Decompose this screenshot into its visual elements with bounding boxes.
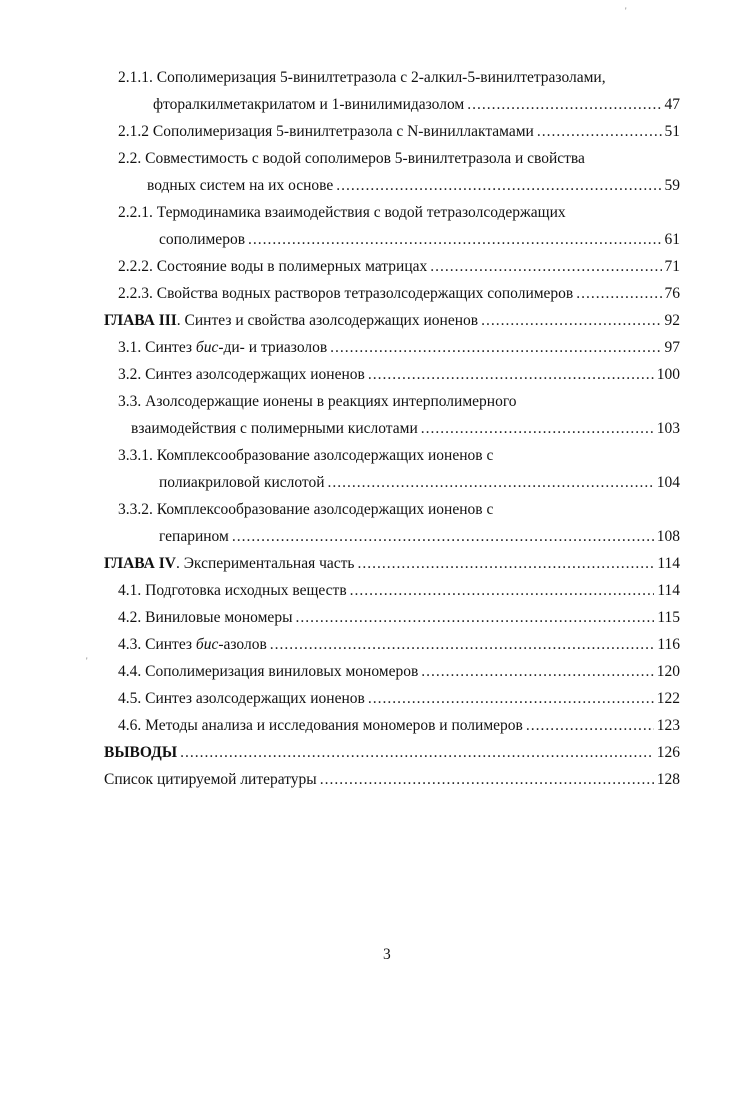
- toc-entry-text: 4.4. Сополимеризация виниловых мономеров: [118, 663, 419, 680]
- toc-entry-4-5: [118, 689, 680, 709]
- chapter-label: ГЛАВА IV: [104, 555, 176, 572]
- dot-leader: [421, 419, 654, 439]
- toc-entry-text: 2.2.2. Состояние воды в полимерных матрицах: [118, 258, 428, 275]
- toc-entry-text: Список цитируемой литературы: [104, 771, 317, 788]
- toc-entry-2-2-1-cont: [159, 230, 680, 250]
- toc-page-number: 71: [664, 258, 680, 275]
- chapter-label: ГЛАВА III: [104, 312, 177, 329]
- toc-entry-text: 4.2. Виниловые мономеры: [118, 609, 293, 626]
- toc-page-number: 126: [656, 744, 680, 761]
- toc-text-part: 4.3. Синтез: [118, 636, 196, 653]
- toc-entry-3-3: 3.3. Азолсодержащие ионены в реакциях интерполимерного: [118, 393, 517, 410]
- toc-entry-2-2-3: [118, 284, 680, 304]
- toc-entry-text: сополимеров: [159, 231, 246, 248]
- toc-entry-4-6: [118, 716, 680, 736]
- scan-mark: ': [86, 656, 88, 666]
- toc-page-number: 59: [664, 177, 680, 194]
- dot-leader: [336, 176, 661, 196]
- toc-text-part: -ди- и триазолов: [218, 339, 328, 356]
- dot-leader: [350, 581, 655, 601]
- toc-entry-4-1: [118, 581, 680, 601]
- toc-chapter-3: [104, 311, 680, 331]
- toc-entry-text: 4.1. Подготовка исходных веществ: [118, 582, 347, 599]
- toc-entry-2-1-2: [118, 122, 680, 142]
- dot-leader: [328, 473, 654, 493]
- toc-entry-text: . Экспериментальная часть: [175, 555, 355, 572]
- dot-leader: [467, 95, 661, 115]
- toc-entry-text: гепарином: [159, 528, 229, 545]
- toc-page-number: 76: [664, 285, 680, 302]
- toc-page-number: 120: [656, 663, 680, 680]
- toc-page-number: 103: [656, 420, 680, 437]
- toc-references: [104, 770, 680, 790]
- toc-page-number: 123: [656, 717, 680, 734]
- dot-leader: [330, 338, 661, 358]
- dot-leader: [526, 716, 654, 736]
- toc-page-number: 104: [656, 474, 680, 491]
- toc-entry-3-3-2-cont: [159, 527, 680, 547]
- toc-text-italic: бис: [195, 339, 219, 356]
- dot-leader: [180, 743, 654, 763]
- toc-text-part: 3.1. Синтез: [118, 339, 196, 356]
- toc-chapter-4: [104, 554, 680, 574]
- toc-text-part: -азолов: [218, 636, 267, 653]
- dot-leader: [295, 608, 654, 628]
- toc-entry-3-3-1: 3.3.1. Комплексообразование азолсодержащих ионенов с: [118, 447, 494, 464]
- toc-page-number: 47: [664, 96, 680, 113]
- toc-entry-text: ВЫВОДЫ: [104, 744, 178, 761]
- toc-entry-text: 4.6. Методы анализа и исследования мономеров и полимеров: [118, 717, 523, 734]
- toc-entry-2-2-2: [118, 257, 680, 277]
- dot-leader: [430, 257, 661, 277]
- toc-entry-text: . Синтез и свойства азолсодержащих ионенов: [176, 312, 479, 329]
- toc-entry-4-2: [118, 608, 680, 628]
- toc-entry-2-2-1: 2.2.1. Термодинамика взаимодействия с водой тетразолсодержащих: [118, 204, 566, 221]
- toc-page-number: 97: [664, 339, 680, 356]
- dot-leader: [248, 230, 661, 250]
- toc-entry-text: 2.2.3. Свойства водных растворов тетразолсодержащих сополимеров: [118, 285, 574, 302]
- toc-page-number: 115: [657, 609, 680, 626]
- dot-leader: [368, 689, 654, 709]
- toc-entry-text: полиакриловой кислотой: [159, 474, 325, 491]
- toc-entry-2-1-1-cont: [153, 95, 680, 115]
- toc-entry-2-2-cont: [147, 176, 680, 196]
- dot-leader: [320, 770, 654, 790]
- toc-entry-text: 3.2. Синтез азолсодержащих ионенов: [118, 366, 365, 383]
- toc-entry-3-1: [118, 338, 680, 358]
- toc-page-number: 128: [656, 771, 680, 788]
- toc-page-number: 114: [657, 582, 680, 599]
- toc-page-number: 116: [657, 636, 680, 653]
- toc-entry-4-3: [118, 635, 680, 655]
- dot-leader: [481, 311, 661, 331]
- toc-page-number: 108: [656, 528, 680, 545]
- toc-page-number: 100: [656, 366, 680, 383]
- toc-entry-text: фторалкилметакрилатом и 1-винилимидазолом: [153, 96, 465, 113]
- dot-leader: [232, 527, 654, 547]
- page-number: 3: [383, 946, 391, 963]
- toc-entry-text: [118, 338, 327, 358]
- toc-entry-text: 4.5. Синтез азолсодержащих ионенов: [118, 690, 365, 707]
- toc-entry-text: 2.1.2 Сополимеризация 5-винилтетразола с N-виниллактамами: [118, 123, 534, 140]
- dot-leader: [270, 635, 655, 655]
- toc-page-number: 61: [664, 231, 680, 248]
- toc-page-number: 51: [664, 123, 680, 140]
- toc-entry-3-3-cont: [131, 419, 680, 439]
- toc-entry-2-1-1: 2.1.1. Сополимеризация 5-винилтетразола с 2-алкил-5-винилтетразолами,: [118, 69, 606, 86]
- toc-text-italic: бис: [195, 636, 219, 653]
- toc-entry-text: водных систем на их основе: [147, 177, 334, 194]
- toc-chapter-heading: [104, 554, 355, 574]
- dot-leader: [421, 662, 653, 682]
- dot-leader: [537, 122, 662, 142]
- toc-page-number: 92: [664, 312, 680, 329]
- toc-entry-3-2: [118, 365, 680, 385]
- dot-leader: [358, 554, 655, 574]
- toc-entry-2-2: 2.2. Совместимость с водой сополимеров 5-винилтетразола и свойства: [118, 150, 585, 167]
- toc-page-number: 122: [656, 690, 680, 707]
- scan-mark: ': [625, 6, 627, 16]
- toc-entry-text: взаимодействия с полимерными кислотами: [131, 420, 418, 437]
- toc-entry-text: [118, 635, 267, 655]
- toc-entry-3-3-1-cont: [159, 473, 680, 493]
- dot-leader: [576, 284, 661, 304]
- dot-leader: [368, 365, 654, 385]
- toc-entry-3-3-2: 3.3.2. Комплексообразование азолсодержащих ионенов с: [118, 501, 494, 518]
- toc-page-number: 114: [657, 555, 680, 572]
- toc-conclusions: [104, 743, 680, 763]
- toc-entry-4-4: [118, 662, 680, 682]
- toc-chapter-heading: [104, 311, 478, 331]
